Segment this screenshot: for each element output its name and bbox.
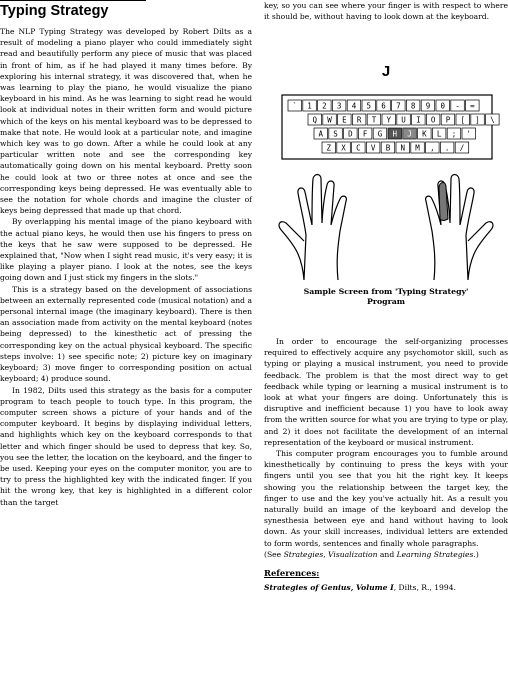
keyboard-key-label: = [470, 101, 475, 111]
right-column-body [264, 336, 508, 593]
keyboard-key-label: [ [460, 115, 466, 125]
keyboard-key-label: X [341, 143, 346, 153]
highlighted-finger [439, 183, 448, 221]
keyboard-key-label: 0 [440, 101, 446, 111]
left-hand [279, 175, 346, 281]
keyboard-key-label: W [327, 115, 332, 125]
see-also [264, 549, 508, 560]
see-also-suffix: .) [473, 549, 479, 559]
right-hand [426, 175, 493, 281]
keyboard-key-label: 6 [381, 101, 386, 111]
keyboard-key-label: V [370, 143, 376, 153]
keyboard-key-label: ` [292, 101, 298, 111]
keyboard-key-label: 7 [396, 101, 401, 111]
keyboard-key-label: M [415, 143, 420, 153]
see-also-link[interactable]: Strategies [283, 549, 324, 559]
keyboard-key-label: \ [490, 115, 495, 125]
keyboard-key-label: 2 [322, 101, 327, 111]
see-also-prefix: (See [264, 549, 284, 559]
caption-line: Program [366, 297, 406, 306]
keyboard-key-label: A [318, 129, 324, 139]
keyboard-key-label: , [430, 143, 435, 153]
see-also-sep: , [323, 549, 329, 559]
keyboard-key-label: B [385, 143, 391, 153]
keyboard-key-label: Y [386, 115, 392, 125]
keyboard-key-label: . [444, 143, 450, 153]
keyboard-hands-illustration [264, 55, 508, 285]
reference-item [264, 582, 508, 593]
keyboard-key-label: E [342, 115, 347, 125]
keyboard-key-label: / [459, 143, 465, 153]
paragraph: This is a strategy based on the development of associations between an externally represented code (musical notation) and a personal internal image (the imaginary keyboard). There is then an association made from activity on the mental keyboard (notes being depressed) to the kinesthetic act of pressing the corresponding key on the actual physical keyboard. The specific steps involve: 1) see specific note; 2) picture key on imaginary keyboard; 3) move finger to corresponding position on actual keyboard; 4) produce sound. [0, 284, 252, 384]
paragraph: In 1982, Dilts used this strategy as the basis for a computer program to teach people to touch type. In this program, the computer screen shows a picture of your hands and of the computer keyboard. It begins by displaying individual letters, and highlights which key on the keyboard corresponds to that letter and which finger should be used to depress that key. So, you see the letter, the location on the keyboard, and the finger to be used. Keeping your eyes on the computer monitor, you are to try to press the highlighted key with the indicated finger. If you hit the wrong key, that key is highlighted in a different color than the target [0, 385, 252, 507]
left-column [0, 26, 252, 508]
reference-book-title: Strategies of Genius, Volume I [264, 583, 394, 593]
keyboard-key-label: P [445, 115, 451, 125]
keyboard-key-label: ] [475, 115, 480, 125]
keyboard-key-label: U [401, 115, 406, 125]
paragraph: The NLP Typing Strategy was developed by Robert Dilts as a result of modeling a piano player who could immediately sight read and beautifully perform any piece of music that was placed in front of him, as if he had played it many times before. By exploring his internal strategy, it was discovered that, when he was learning to play the piano, he would visualize the piano keyboard in his mind. As he was learning to sight read he would look at individual notes in their written form and would picture which of the keys on his mental keyboard was to be depressed to make that note. He would look at a particular note, and imagine which key was to go down. After a while he could look at any particular written note and see the corresponding key automatically going down on his mental keyboard. Pretty soon he could look at two or three notes at once and see the corresponding keys being depressed. He was eventually able to see the notation for whole chords and imagine the cluster of keys being depressed that made up that chord. [0, 27, 252, 216]
keyboard-key-label: O [430, 115, 436, 125]
keyboard-key-label: 8 [410, 101, 416, 111]
keyboard-key-label: 3 [336, 101, 342, 111]
paragraph: In order to encourage the self-organizing processes required to effectively acquire any psychomotor skill, such as typing or playing a musical instrument, you need to provide feedback. The problem is that the most direct way to get feedback while typing or learning a musical instrument is to look at what your fingers are doing. Unfortunately this is disruptive and inefficient because 1) you have to look away from the written source for what you are trying to type or play, and 2) it does not facilitate the development of an internal representation of the keyboard or musical instrument. [264, 337, 508, 447]
keyboard-key-label: H [392, 129, 398, 139]
right-column-top [264, 0, 508, 22]
keyboard-key-label: L [436, 129, 442, 139]
figure-caption [264, 287, 508, 307]
keyboard-key-label: S [333, 129, 338, 139]
paragraph: This computer program encourages you to fumble around kinesthetically by continuing to press the keys with your fingers until you see that you hit the right key. It keeps showing you the relationship between the target key, the finger to use and the key you've actually hit. As a result you naturally build an image of the keyboard and develop the synesthesia between eye and hand without having to look down. As your skill increases, individual letters are extended to form words, sentences and finally whole paragraphs. [264, 449, 508, 548]
keyboard-key-label: Z [326, 143, 332, 153]
keyboard-key-label: ; [451, 129, 457, 139]
paragraph: key, so you can see where your finger is with respect to where it should be, without having to look down at the keyboard. [264, 1, 508, 22]
keyboard-key-label: - [455, 101, 460, 111]
keyboard-key-label: J [407, 129, 412, 139]
keyboard-key-label: I [416, 115, 421, 125]
paragraph: By overlapping his mental image of the piano keyboard with the actual piano keys, he would then use his fingers to press on the keys that he saw were supposed to be depressed. He explained that, "Now when I sight read music, it's very easy; it is like playing a player piano. I look at the notes, see the keys going down and I just stick my fingers in the slots." [0, 217, 252, 283]
keyboard-key-label: D [348, 129, 353, 139]
keyboard-key-label: T [371, 115, 377, 125]
caption-line: Sample Screen from 'Typing Strategy' [303, 287, 469, 296]
page-title: Typing Strategy [0, 3, 109, 19]
target-letter: J [381, 63, 391, 80]
keyboard-key-label: K [422, 129, 427, 139]
keyboard-key-label: 9 [425, 101, 431, 111]
keyboard-key-label: G [377, 129, 383, 139]
keyboard-key-label: ' [466, 129, 472, 139]
typing-figure [264, 55, 508, 285]
see-also-link[interactable]: Visualization [328, 549, 378, 559]
keyboard-key-label: F [362, 129, 368, 139]
keyboard-key-label: C [356, 143, 361, 153]
see-also-sep: and [377, 549, 397, 559]
keyboard-key-label: 1 [307, 101, 312, 111]
references-heading: References: [264, 568, 320, 579]
keyboard-key-label: N [400, 143, 406, 153]
reference-details: , Dilts, R., 1994. [393, 583, 456, 593]
keyboard-key-label: Q [312, 115, 318, 125]
keyboard-key-label: 4 [351, 101, 357, 111]
see-also-link[interactable]: Learning Strategies [396, 549, 474, 559]
keyboard-key-label: R [356, 115, 362, 125]
keyboard-key-label: 5 [366, 101, 372, 111]
